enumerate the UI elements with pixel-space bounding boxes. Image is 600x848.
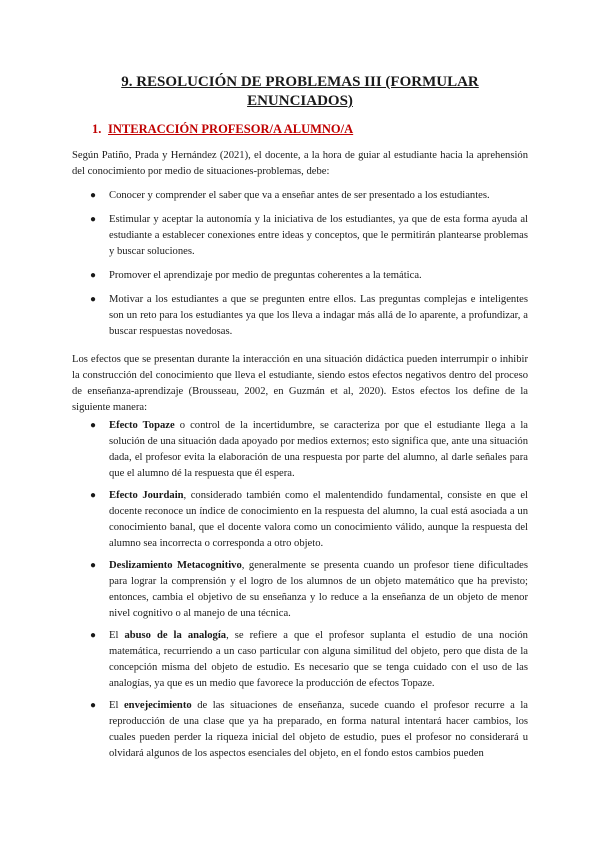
effect-term: Efecto Topaze — [109, 420, 175, 431]
list-item-text: Promover el aprendizaje por medio de preguntas coherentes a la temática. — [109, 270, 422, 281]
bullet-icon: ● — [90, 270, 97, 281]
bullet-icon: ● — [90, 190, 97, 201]
page-title — [80, 73, 520, 111]
section-heading — [92, 122, 353, 137]
bullet-icon: ● — [90, 490, 97, 501]
list-item-text: Conocer y comprender el saber que va a enseñar antes de ser presentado a los estudiantes. — [109, 190, 490, 201]
bullet-icon: ● — [90, 630, 97, 641]
effect-term: Deslizamiento Metacognitivo — [109, 560, 242, 571]
effect-term: abuso de la analogía — [124, 630, 227, 641]
intro-paragraph: Según Patiño, Prada y Hernández (2021), el docente, a la hora de guiar al estudiante hacia la aprehensión del conocimiento por medio de situaciones-problemas, debe: — [72, 150, 528, 177]
section-number: 1. — [92, 122, 102, 136]
title-line-1: 9. RESOLUCIÓN DE PROBLEMAS III (FORMULAR — [121, 74, 479, 90]
bullet-icon: ● — [90, 294, 97, 305]
bullet-icon: ● — [90, 560, 97, 571]
bullet-icon: ● — [90, 214, 97, 225]
title-line-2: ENUNCIADOS) — [247, 93, 353, 109]
effects-paragraph: Los efectos que se presentan durante la interacción en una situación didáctica pueden interrumpir o inhibir la construcción del conocimiento que lleva el estudiante, siendo estos efectos negativos dentro del proceso de enseñanza-aprendizaje (Brousseau, 2002, en Guzmán et al, 2020). Estos efectos los define de la siguiente manera: — [72, 354, 528, 413]
effect-term: envejecimiento — [123, 700, 192, 711]
effect-term: Efecto Jourdain — [109, 490, 184, 501]
list-item-text: Efecto Jourdain, considerado también como el malentendido fundamental, consiste en que el docente reconoce un índice de conocimiento en la respuesta del alumno, la cual está asociada a un conocimiento banal, que el docente valora como un conocimiento válido, aunque la respuesta del alumno sea incorrecta o corresponda a otro objeto. — [109, 490, 529, 549]
bullet-icon: ● — [90, 420, 97, 431]
list-item-text: El abuso de la analogía, se refiere a que el profesor suplanta el estudio de una noción matemática, recurriendo a un caso particular con alguna similitud del objeto, pero que dista de la concepción misma del objeto de estudio. Es necesario que se tenga cuidado con el uso de las analogías, ya que es un medio que favorece la producción de efectos Topaze. — [109, 630, 528, 689]
list-item-text: Efecto Topaze o control de la incertidumbre, se caracteriza por que el estudiante llega a la solución de una situación dada apoyado por medios externos; esto significa que, ante una situación dada, el profesor evita la elaboración de una respuesta por parte del alumno, al darle señales para que el alumno dé la respuesta que él espera. — [109, 420, 528, 479]
list-item-text: Deslizamiento Metacognitivo, generalmente se presenta cuando un profesor tiene dificultades para lograr la comprensión y el logro de los alumnos de un objeto matemático que ha previsto; entonces, cambia el objetivo de su enseñanza y lo reduce a la enseñanza de un objeto de menor nivel cognitivo o al manejo de una técnica. — [109, 560, 528, 619]
list-item-text: El envejecimiento de las situaciones de enseñanza, sucede cuando el profesor recurre a la reproducción de una clase que ya ha preparado, en forma natural intentará hacer cambios, los cuales pueden perder la riqueza inicial del objeto de estudio, pues el profesor no considerará u olvidará algunos de los aspectos esenciales del objeto, en el fondo estos cambios pueden — [109, 700, 528, 759]
bullet-icon: ● — [90, 700, 97, 711]
list-item-text: Estimular y aceptar la autonomía y la iniciativa de los estudiantes, ya que de esta forma ayuda al estudiante a establecer conexiones entre ideas y conceptos, que le permitirán plantearse problemas y buscar soluciones. — [109, 214, 528, 257]
section-label: INTERACCIÓN PROFESOR/A ALUMNO/A — [108, 122, 354, 136]
list-item-text: Motivar a los estudiantes a que se pregunten entre ellos. Las preguntas complejas e inteligentes son un reto para los estudiantes ya que los lleva a indagar más allá de lo aparente, a profundizar, a buscar respuestas novedosas. — [109, 294, 528, 337]
